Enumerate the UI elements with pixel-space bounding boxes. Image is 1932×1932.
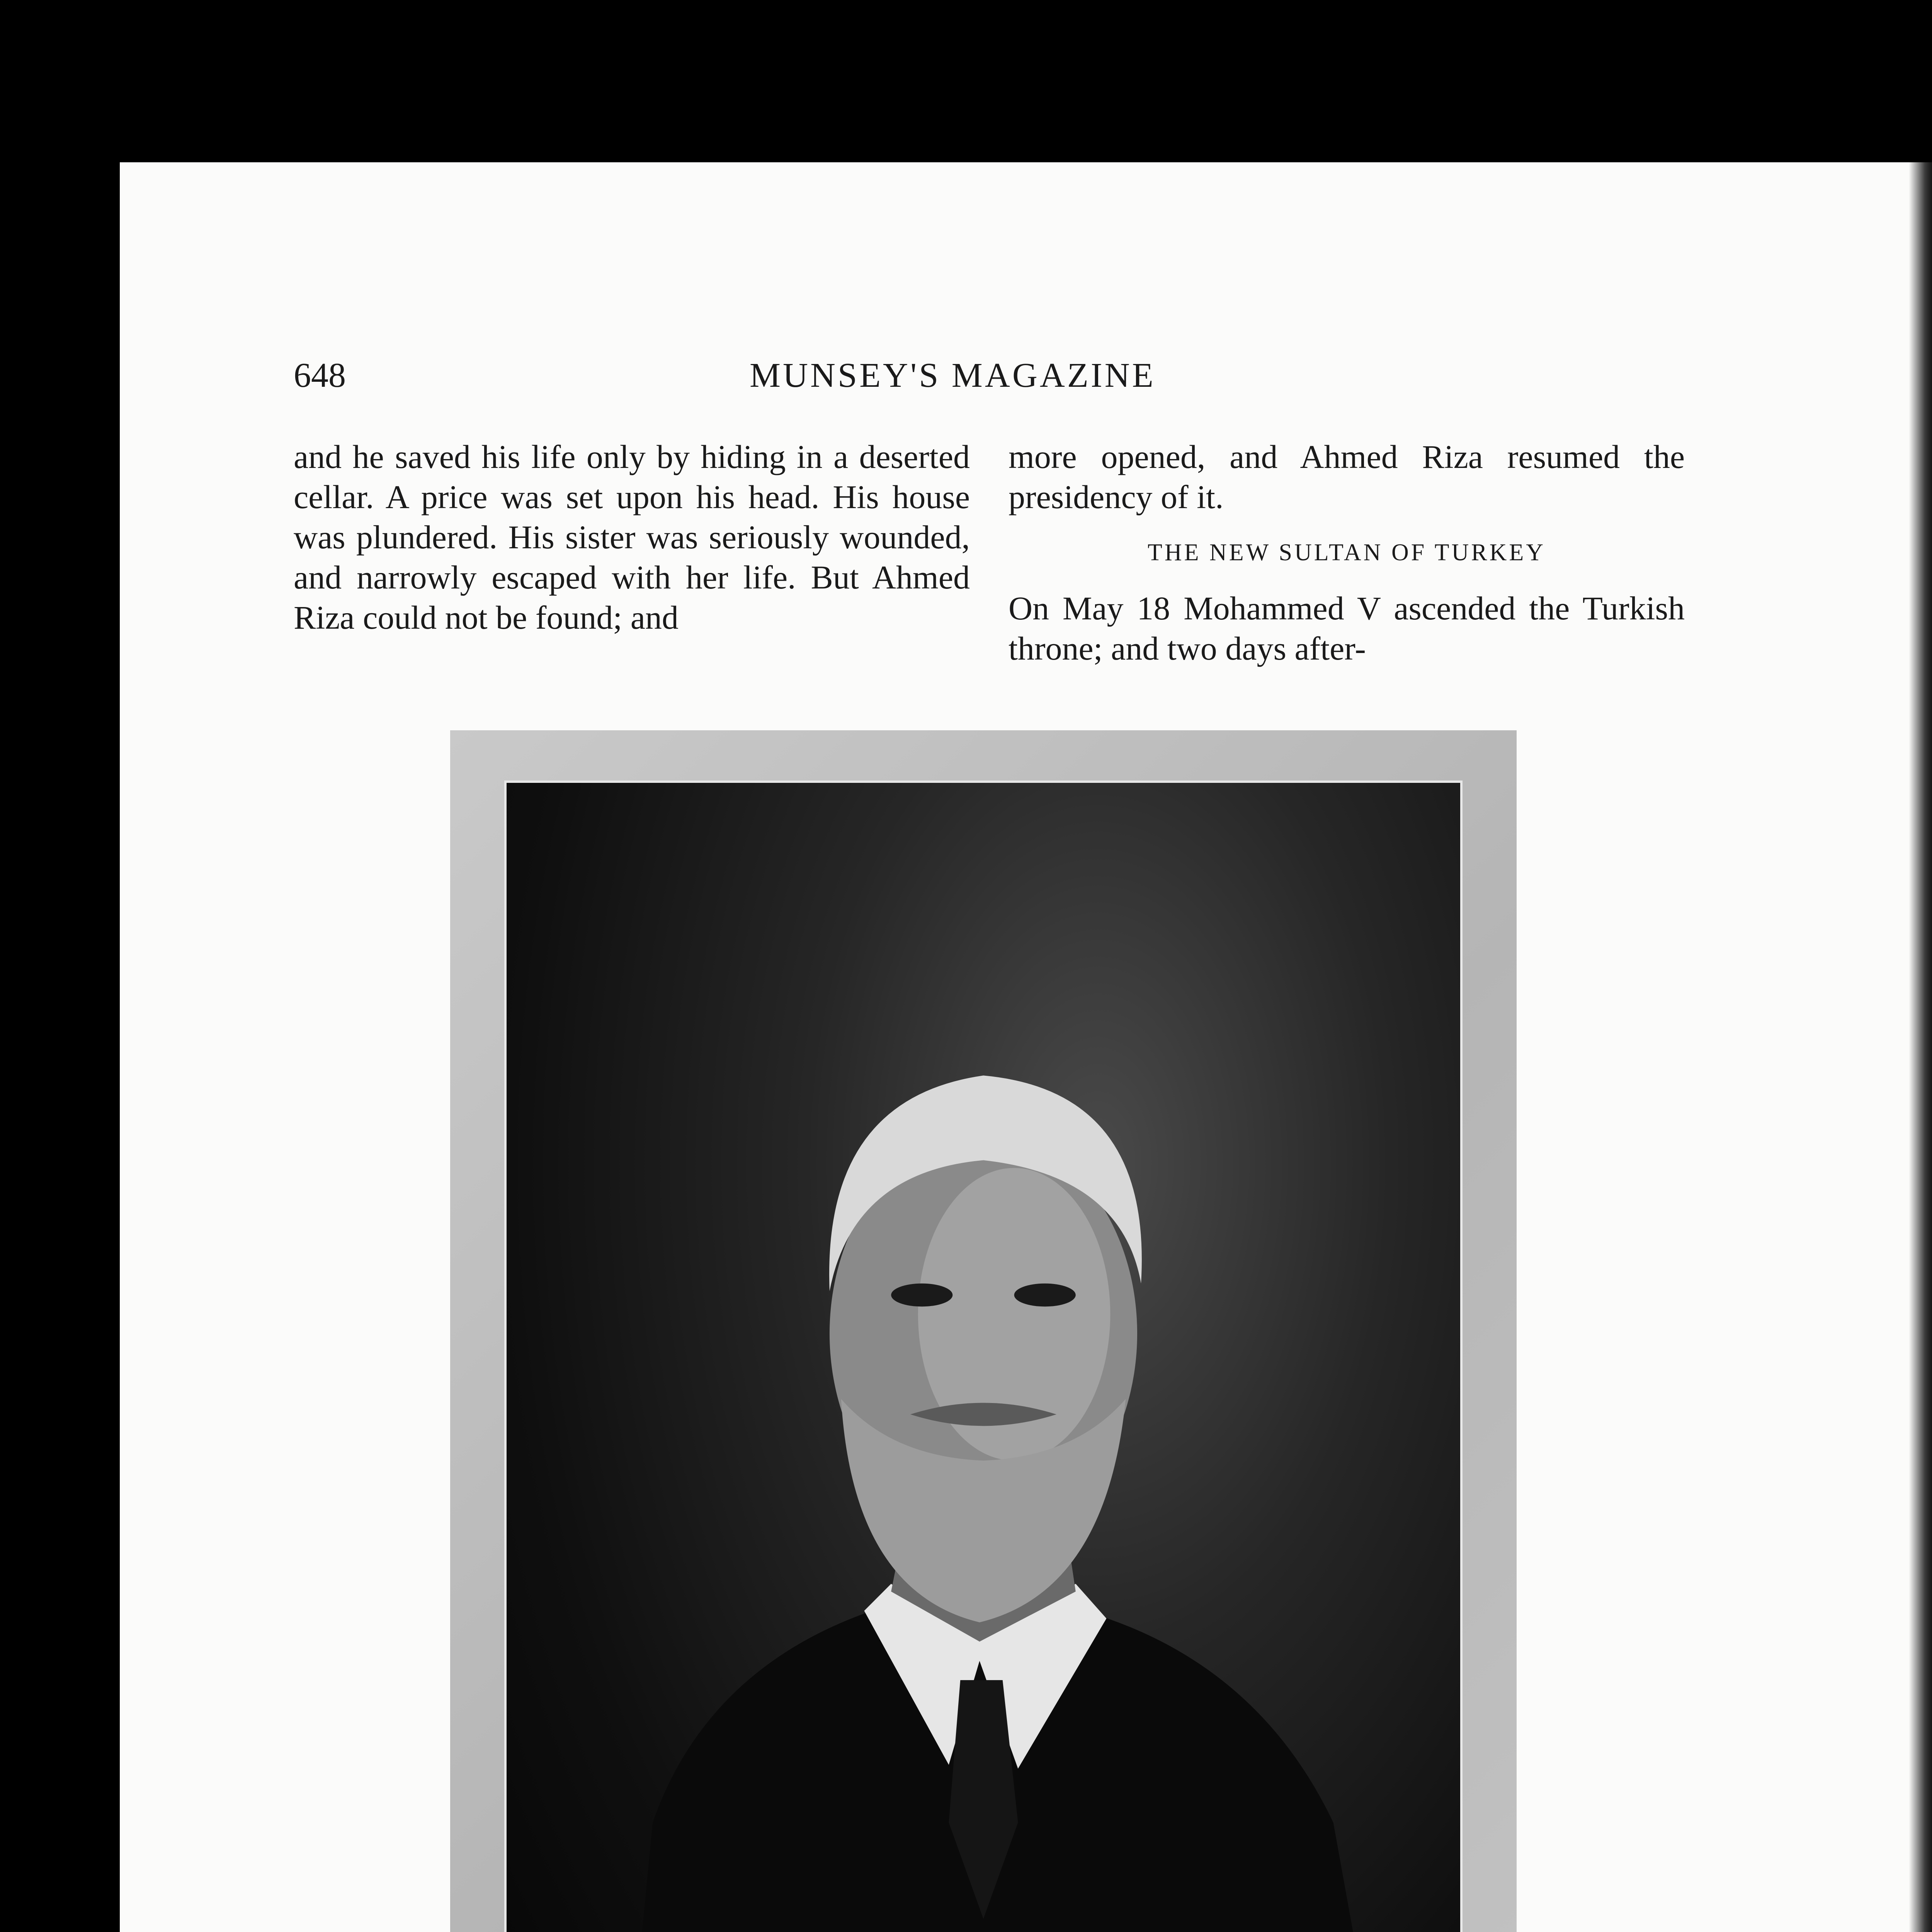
photo-mount — [450, 730, 1517, 1932]
running-head: MUNSEY'S MAGAZINE — [750, 356, 1156, 395]
page-header — [294, 355, 1685, 406]
page-number: 648 — [294, 356, 346, 395]
top-left-paragraph: and he saved his life only by hiding in a deserted cellar. A price was set upon his head. His house was plundered. His sister was seriously wounded, and narrowly escaped with her life. But Ahmed Riza could not be found; and — [294, 438, 970, 636]
portrait-illustration — [507, 783, 1460, 1932]
top-left-column — [294, 437, 970, 638]
portrait-photo — [504, 781, 1463, 1932]
section-heading: THE NEW SULTAN OF TURKEY — [1147, 539, 1546, 566]
top-right-paragraph: more opened, and Ahmed Riza resumed the presidency of it. — [1009, 438, 1685, 515]
top-right-paragraph-2: On May 18 Mohammed V ascended the Turkish throne; and two days after- — [1009, 590, 1685, 667]
top-right-column — [1009, 437, 1685, 668]
gutter-shadow — [1909, 162, 1932, 1932]
